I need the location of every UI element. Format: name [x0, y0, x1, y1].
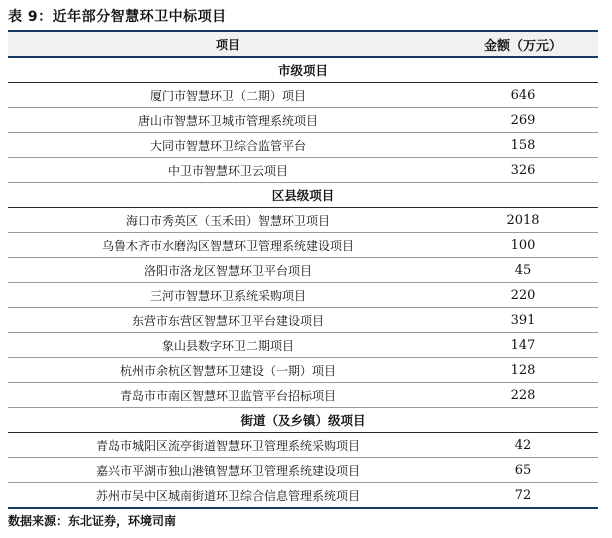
- table-header: [8, 30, 598, 58]
- project-amount: 220: [510, 287, 536, 303]
- project-amount: 391: [510, 312, 536, 328]
- table-caption: 表 9：近年部分智慧环卫中标项目: [8, 9, 227, 25]
- project-name: 唐山市智慧环卫城市管理系统项目: [137, 113, 318, 128]
- project-name: 大同市智慧环卫综合监管平台: [149, 138, 306, 153]
- project-amount: 100: [510, 237, 536, 253]
- table-row: [8, 383, 598, 408]
- project-amount: 65: [514, 462, 532, 478]
- project-name: 杭州市余杭区智慧环卫建设（一期）项目: [119, 363, 336, 378]
- header-amount: 金额（万元）: [483, 38, 562, 54]
- group-title: 区县级项目: [271, 188, 335, 203]
- table-row: [8, 308, 598, 333]
- group-title: 街道（及乡镇）级项目: [240, 413, 366, 428]
- table-row: [8, 458, 598, 483]
- table-row: [8, 358, 598, 383]
- project-name: 东营市东营区智慧环卫平台建设项目: [131, 313, 324, 328]
- table-row: [8, 158, 598, 183]
- data-source-note: 数据来源：东北证券，环境司南: [8, 514, 177, 528]
- table-row: [8, 83, 598, 108]
- project-name: 嘉兴市平湖市独山港镇智慧环卫管理系统建设项目: [95, 463, 360, 478]
- project-name: 三河市智慧环卫系统采购项目: [149, 288, 306, 303]
- group-title-district: [8, 183, 598, 208]
- project-name: 中卫市智慧环卫云项目: [167, 163, 288, 178]
- table-row: [8, 233, 598, 258]
- header-project: 项目: [215, 37, 240, 52]
- project-name: 青岛市城阳区流亭街道智慧环卫管理系统采购项目: [95, 438, 360, 453]
- project-amount: 269: [510, 112, 536, 128]
- table-row: [8, 258, 598, 283]
- project-amount: 42: [514, 437, 532, 453]
- project-amount: 45: [514, 262, 532, 278]
- project-name: 象山县数字环卫二期项目: [161, 338, 294, 353]
- project-amount: 158: [510, 137, 536, 153]
- project-name: 海口市秀英区（玉禾田）智慧环卫项目: [125, 213, 330, 228]
- table-row: [8, 283, 598, 308]
- project-amount: 326: [510, 162, 536, 178]
- project-amount: 2018: [506, 212, 540, 228]
- project-amount: 128: [510, 362, 536, 378]
- table-row: [8, 333, 598, 358]
- table-row: [8, 133, 598, 158]
- project-name: 厦门市智慧环卫（二期）项目: [149, 88, 306, 103]
- project-amount: 228: [510, 387, 536, 403]
- group-title-street: [8, 408, 598, 433]
- table-row: [8, 208, 598, 233]
- project-amount: 147: [510, 337, 536, 353]
- table-row: [8, 108, 598, 133]
- project-name: 青岛市市南区智慧环卫监管平台招标项目: [119, 388, 336, 403]
- project-name: 乌鲁木齐市水磨沟区智慧环卫管理系统建设项目: [101, 238, 354, 253]
- group-title-city: [8, 58, 598, 83]
- project-amount: 646: [510, 87, 536, 103]
- projects-table: [8, 30, 598, 509]
- table-row: [8, 433, 598, 458]
- project-name: 苏州市吴中区城南街道环卫综合信息管理系统项目: [95, 488, 360, 503]
- group-title: 市级项目: [277, 63, 328, 78]
- table-row: [8, 483, 598, 509]
- project-amount: 72: [514, 487, 532, 503]
- project-name: 洛阳市洛龙区智慧环卫平台项目: [143, 263, 312, 278]
